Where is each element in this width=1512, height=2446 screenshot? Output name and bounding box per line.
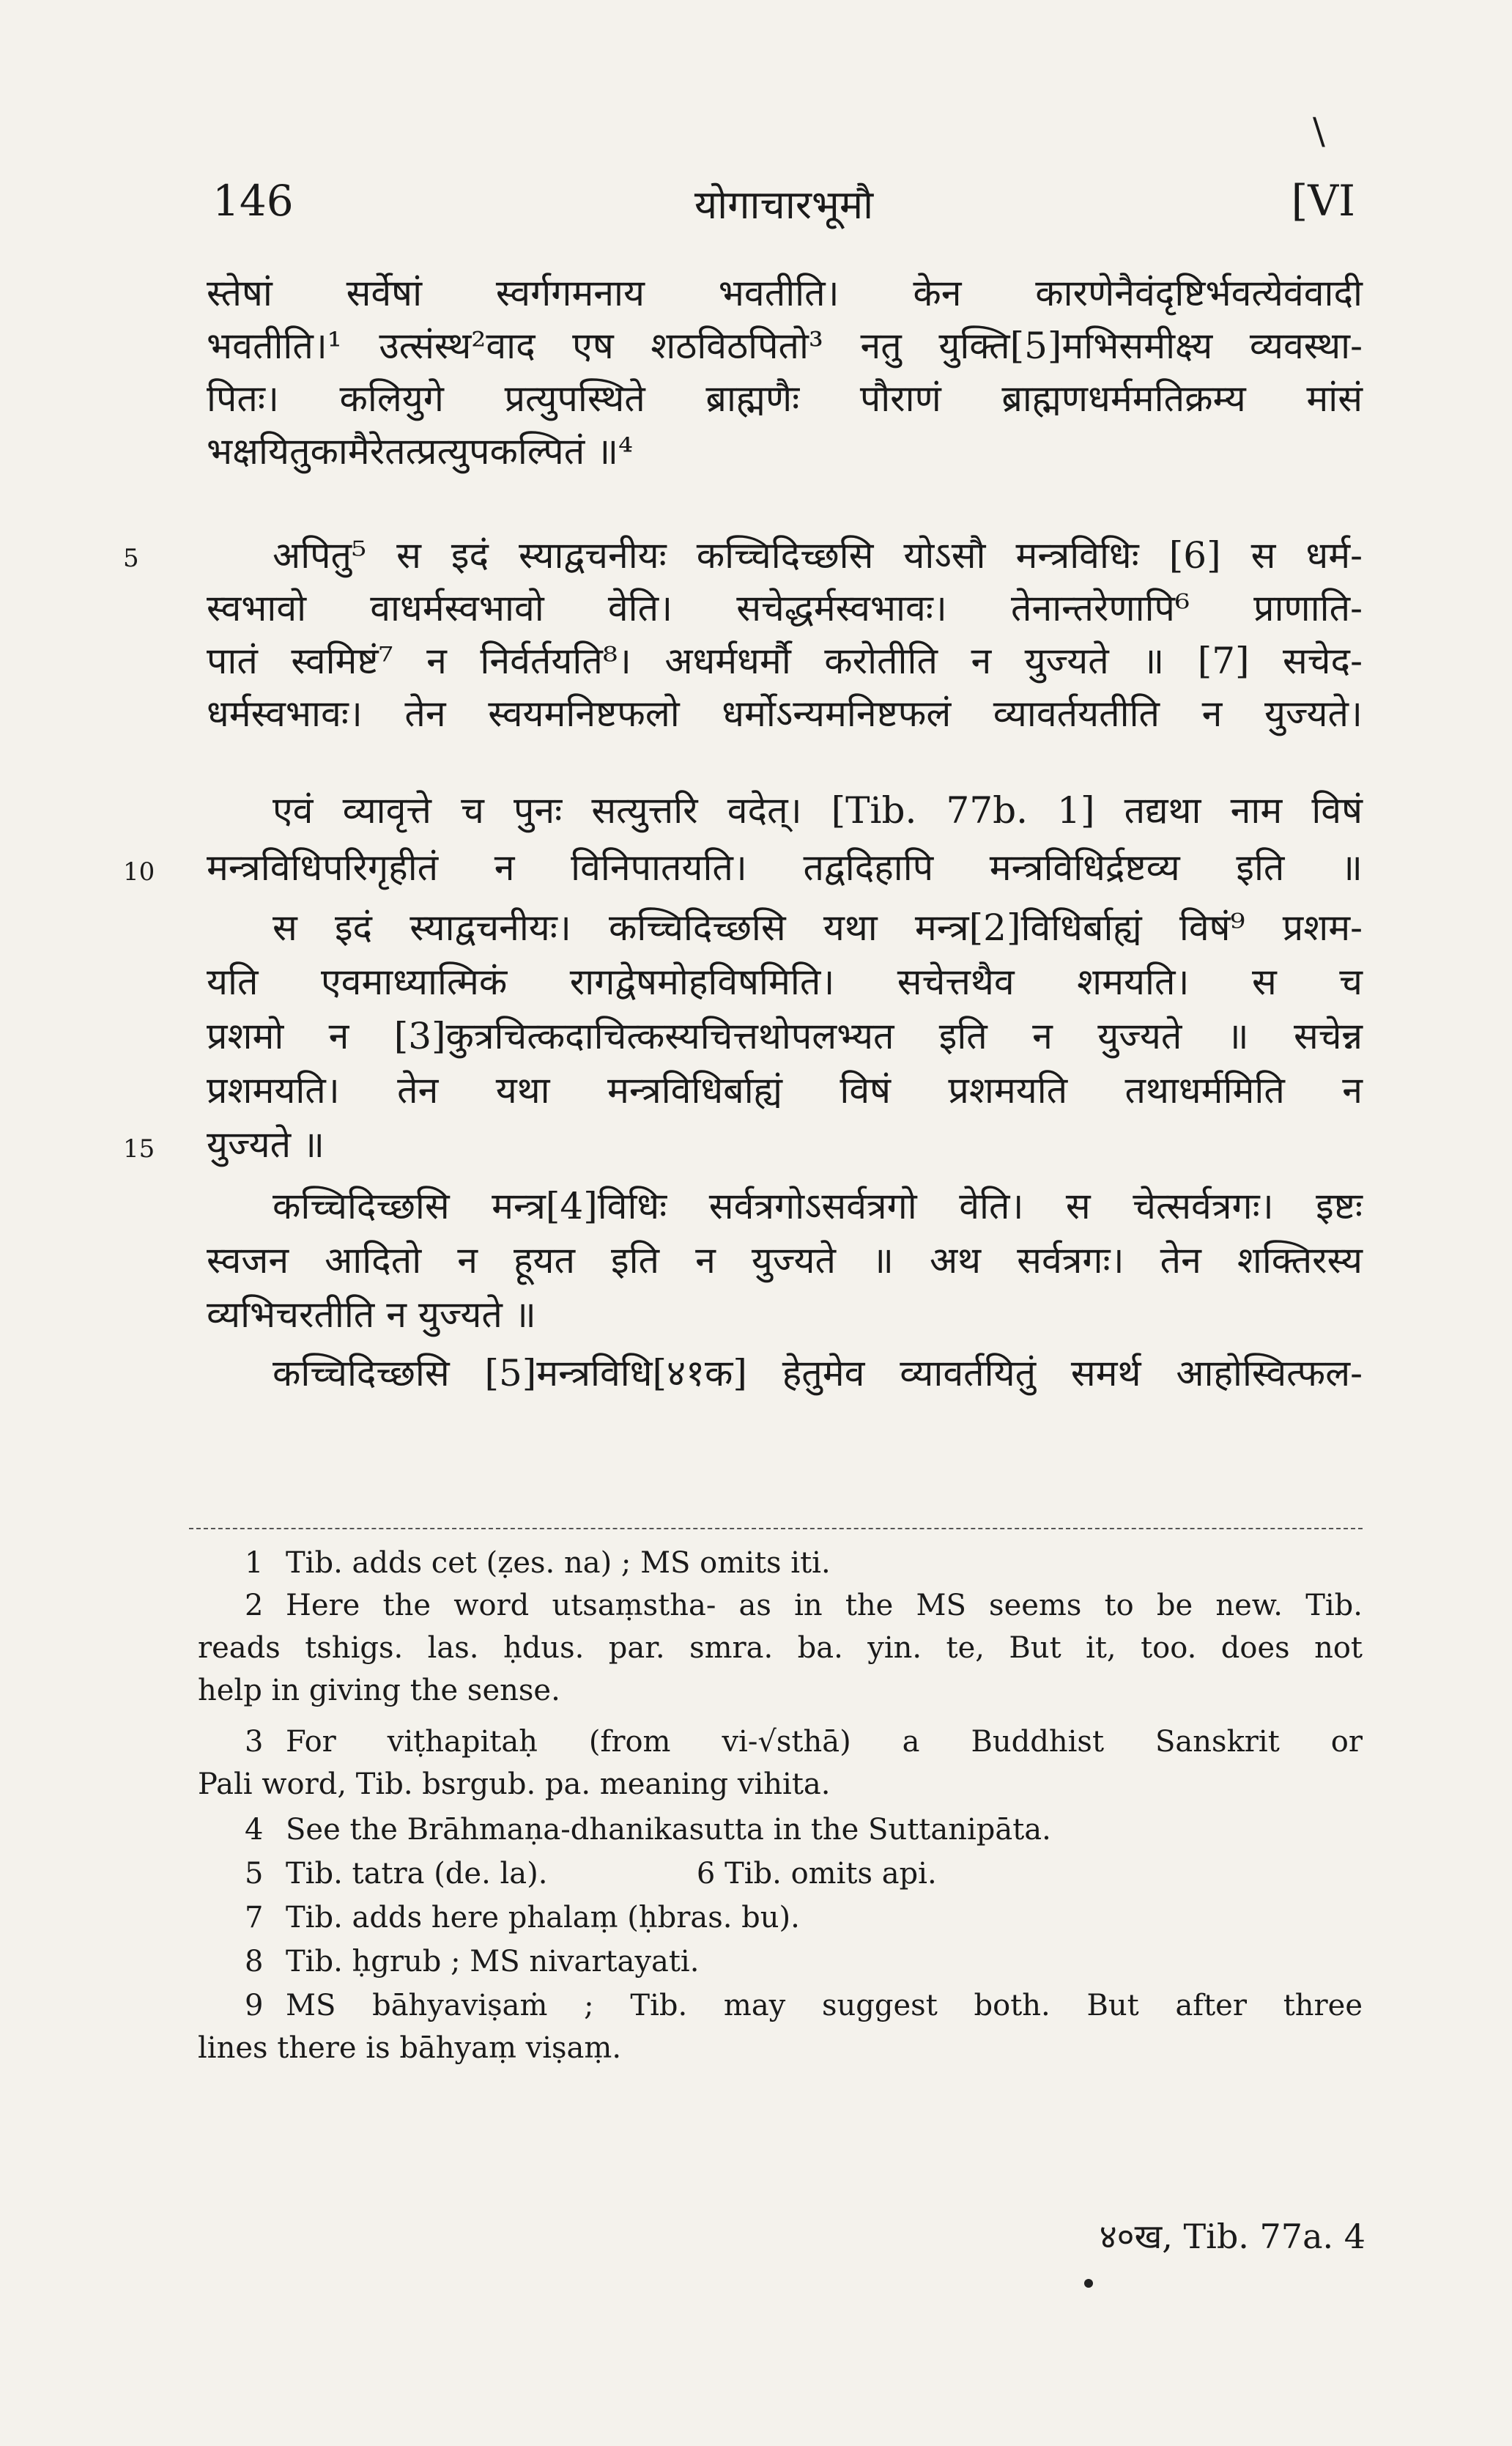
- text-line: अपितु⁵ स इदं स्याद्वचनीयः कच्चिदिच्छसि योऽसौ मन्त्रविधिः [6] स धर्म-: [273, 534, 1363, 577]
- text-line: पितः। कलियुगे प्रत्युपस्थिते ब्राह्मणैः पौराणं ब्राह्मणधर्ममतिक्रम्य मांसं: [207, 377, 1363, 420]
- line-number: 15: [123, 1134, 155, 1164]
- ink-dot: [1084, 2279, 1093, 2288]
- text-line: यति एवमाध्यात्मिकं रागद्वेषमोहविषमिति। सचेत्तथैव शमयति। स च: [207, 961, 1363, 1003]
- text-line: प्रशमो न [3]कुत्रचित्कदाचित्कस्यचित्तथोपलभ्यत इति न युज्यते ॥ सचेन्न: [207, 1015, 1363, 1057]
- footnote: 5 Tib. tatra (de. la). 6 Tib. omits api.: [245, 1857, 937, 1891]
- footnote-continuation: lines there is bāhyaṃ viṣaṃ.: [198, 2031, 622, 2065]
- line-number: 10: [123, 857, 155, 887]
- text-line: भवतीति।¹ उत्संस्थ²वाद एष शठविठपितो³ नतु युक्ति[5]मभिसमीक्ष्य व्यवस्था-: [207, 325, 1363, 367]
- text-line: स्वभावो वाधर्मस्वभावो वेति। सचेद्धर्मस्वभावः। तेनान्तरेणापि⁶ प्राणाति-: [207, 587, 1363, 629]
- footnote: 2 Here the word utsaṃstha- as in the MS seems to be new. Tib.: [245, 1589, 1363, 1622]
- footnote-continuation: help in giving the sense.: [198, 1674, 560, 1707]
- page-header: [212, 176, 1355, 242]
- text-line: धर्मस्वभावः। तेन स्वयमनिष्टफलो धर्मोऽन्यमनिष्टफलं व्यावर्तयतीति न युज्यते।: [207, 692, 1363, 735]
- footnote: 8 Tib. ḥgrub ; MS nivartayati.: [245, 1945, 700, 1978]
- footnote: 9 MS bāhyaviṣaṁ ; Tib. may suggest both. But after three: [245, 1989, 1363, 2022]
- text-line: कच्चिदिच्छसि [5]मन्त्रविधि[४१क] हेतुमेव व्यावर्तयितुं समर्थ आहोस्वित्फल-: [273, 1352, 1363, 1394]
- text-line: कच्चिदिच्छसि मन्त्र[4]विधिः सर्वत्रगोऽसर्वत्रगो वेति। स चेत्सर्वत्रगः। इष्टः: [273, 1185, 1363, 1227]
- text-line: एवं व्यावृत्ते च पुनः सत्युत्तरि वदेत्। [Tib. 77b. 1] तद्यथा नाम विषं: [273, 789, 1363, 832]
- footnote-divider: [189, 1528, 1363, 1529]
- footnote: 7 Tib. adds here phalaṃ (ḥbras. bu).: [245, 1901, 800, 1935]
- footnote-continuation: reads tshigs. las. ḥdus. par. smra. ba. yin. te, But it, too. does not: [198, 1631, 1363, 1665]
- folio-reference: ४०ख, Tib. 77a. 4: [1099, 2217, 1365, 2256]
- page-number: 146: [212, 176, 294, 226]
- footnote: 1 Tib. adds cet (ẓes. na) ; MS omits iti.: [245, 1546, 831, 1580]
- footnote: 4 See the Brāhmaṇa-dhanikasutta in the Suttanipāta.: [245, 1813, 1051, 1847]
- corner-mark: \: [1313, 110, 1325, 152]
- footnote: 3 For viṭhapitaḥ (from vi-√sthā) a Buddhist Sanskrit or: [245, 1725, 1363, 1759]
- text-line: स इदं स्याद्वचनीयः। कच्चिदिच्छसि यथा मन्त्र[2]विधिर्बाह्यं विषं⁹ प्रशम-: [273, 906, 1363, 949]
- text-line: स्तेषां सर्वेषां स्वर्गगमनाय भवतीति। केन कारणेनैवंदृष्टिर्भवत्येवंवादी: [207, 272, 1363, 314]
- text-line: व्यभिचरतीति न युज्यते ॥: [207, 1293, 536, 1336]
- text-line: स्वजन आदितो न हूयत इति न युज्यते ॥ अथ सर्वत्रगः। तेन शक्तिरस्य: [207, 1239, 1363, 1282]
- text-line: भक्षयितुकामैरेतत्प्रत्युपकल्पितं ॥⁴: [207, 430, 634, 473]
- line-number: 5: [123, 544, 139, 573]
- text-line: प्रशमयति। तेन यथा मन्त्रविधिर्बाह्यं विषं प्रशमयति तथाधर्ममिति न: [207, 1069, 1363, 1112]
- text-line: युज्यते ॥: [207, 1123, 325, 1166]
- text-line: पातं स्वमिष्टं⁷ न निर्वर्तयति⁸। अधर्मधर्मौ करोतीति न युज्यते ॥ [7] सचेद-: [207, 640, 1363, 682]
- section-number: [VI: [1291, 176, 1355, 226]
- running-title: योगाचारभूमौ: [694, 182, 874, 228]
- text-line: मन्त्रविधिपरिगृहीतं न विनिपातयति। तद्वदिहापि मन्त्रविधिर्द्रष्टव्य इति ॥: [207, 846, 1363, 889]
- footnote-continuation: Pali word, Tib. bsrgub. pa. meaning vihita.: [198, 1767, 831, 1801]
